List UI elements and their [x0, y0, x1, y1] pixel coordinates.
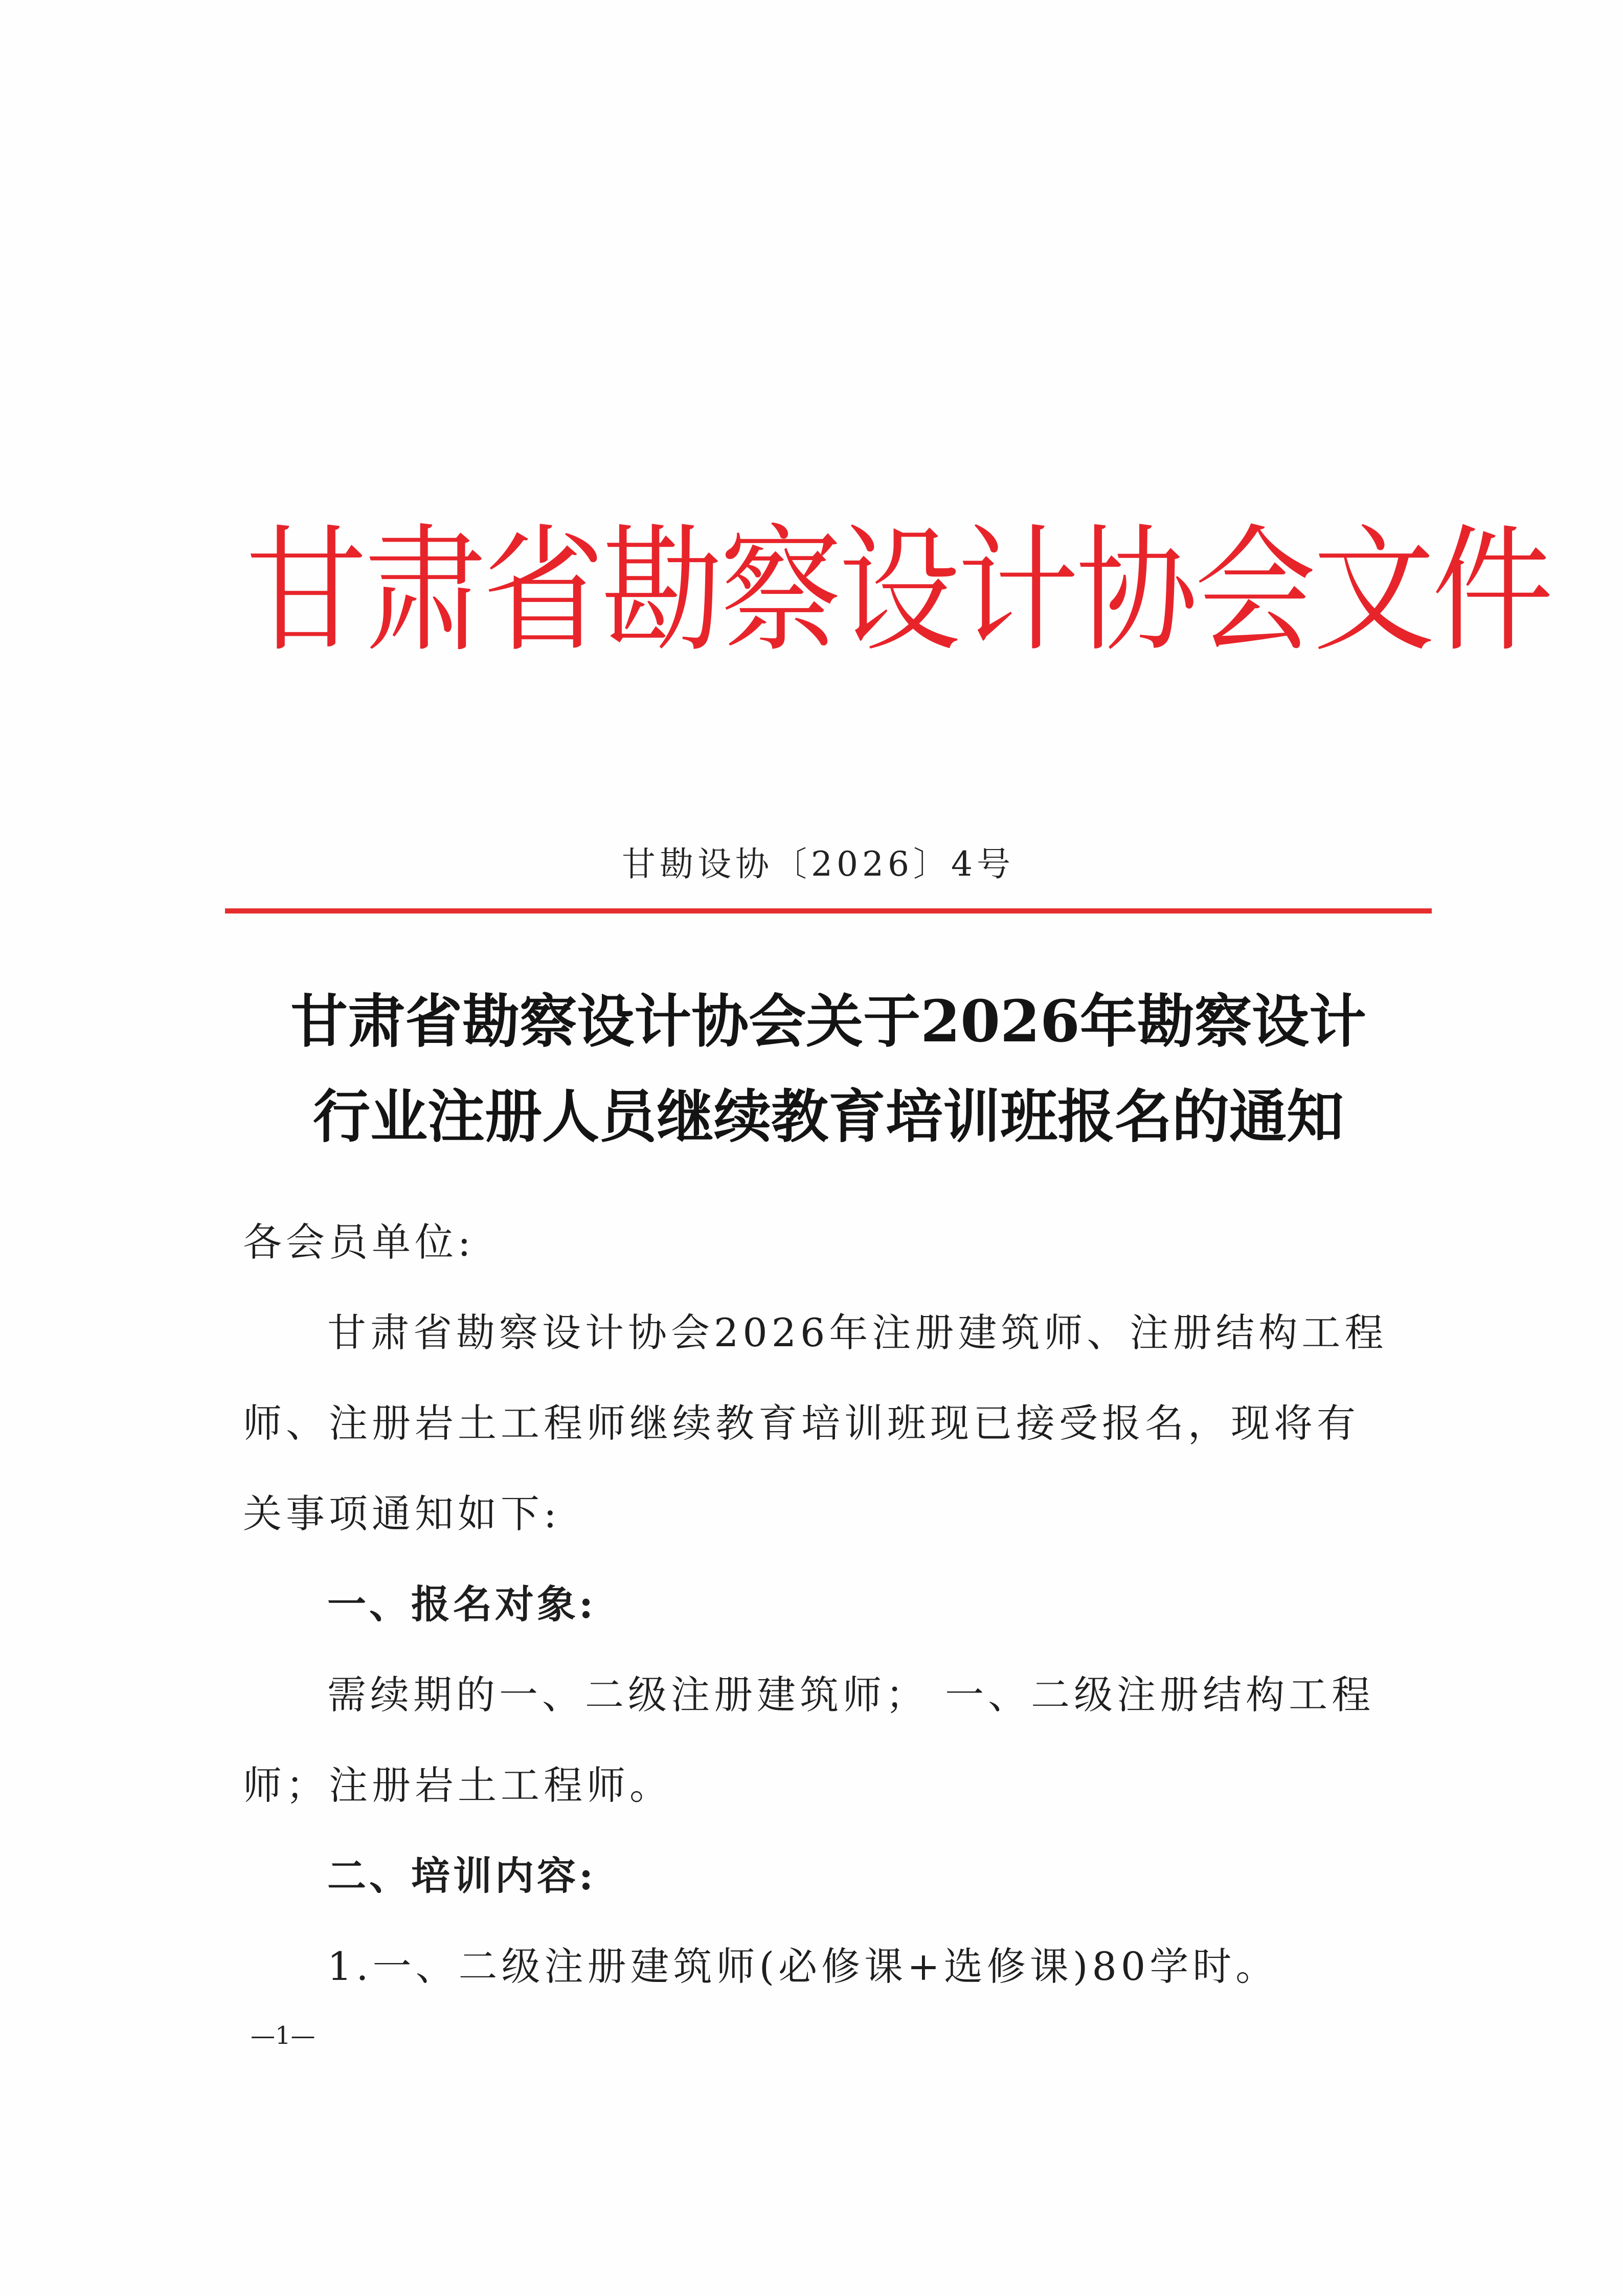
intro-line-1: 甘肃省勘察设计协会2026年注册建筑师、注册结构工程	[327, 1310, 1388, 1355]
section-1-line-1: 需续期的一、二级注册建筑师； 一、二级注册结构工程	[327, 1672, 1375, 1718]
section-2-item-1: 1.一、二级注册建筑师(必修课+选修课)80学时。	[327, 1944, 1279, 1989]
intro-line-3: 关事项通知如下:	[243, 1491, 561, 1536]
document-number: 甘勘设协〔2026〕4号	[622, 844, 1015, 884]
intro-line-2: 师、注册岩土工程师继续教育培训班现已接受报名，现将有	[243, 1400, 1360, 1446]
red-divider-line	[225, 908, 1432, 913]
salutation: 各会员单位:	[243, 1219, 475, 1265]
issuer-header: 甘肃省勘察设计协会文件	[245, 512, 1550, 671]
section-2-heading: 二、培训内容:	[327, 1853, 597, 1899]
page-number: —1—	[251, 2021, 315, 2050]
section-1-heading: 一、报名对象:	[327, 1581, 597, 1627]
notice-title-line-2: 行业注册人员继续教育培训班报名的通知	[313, 1083, 1344, 1150]
notice-title-line-1: 甘肃省勘察设计协会关于2026年勘察设计	[290, 988, 1366, 1055]
notice-body	[243, 1197, 1388, 2012]
section-1-line-2: 师；注册岩土工程师。	[243, 1763, 672, 1808]
notice-title	[225, 974, 1432, 1165]
